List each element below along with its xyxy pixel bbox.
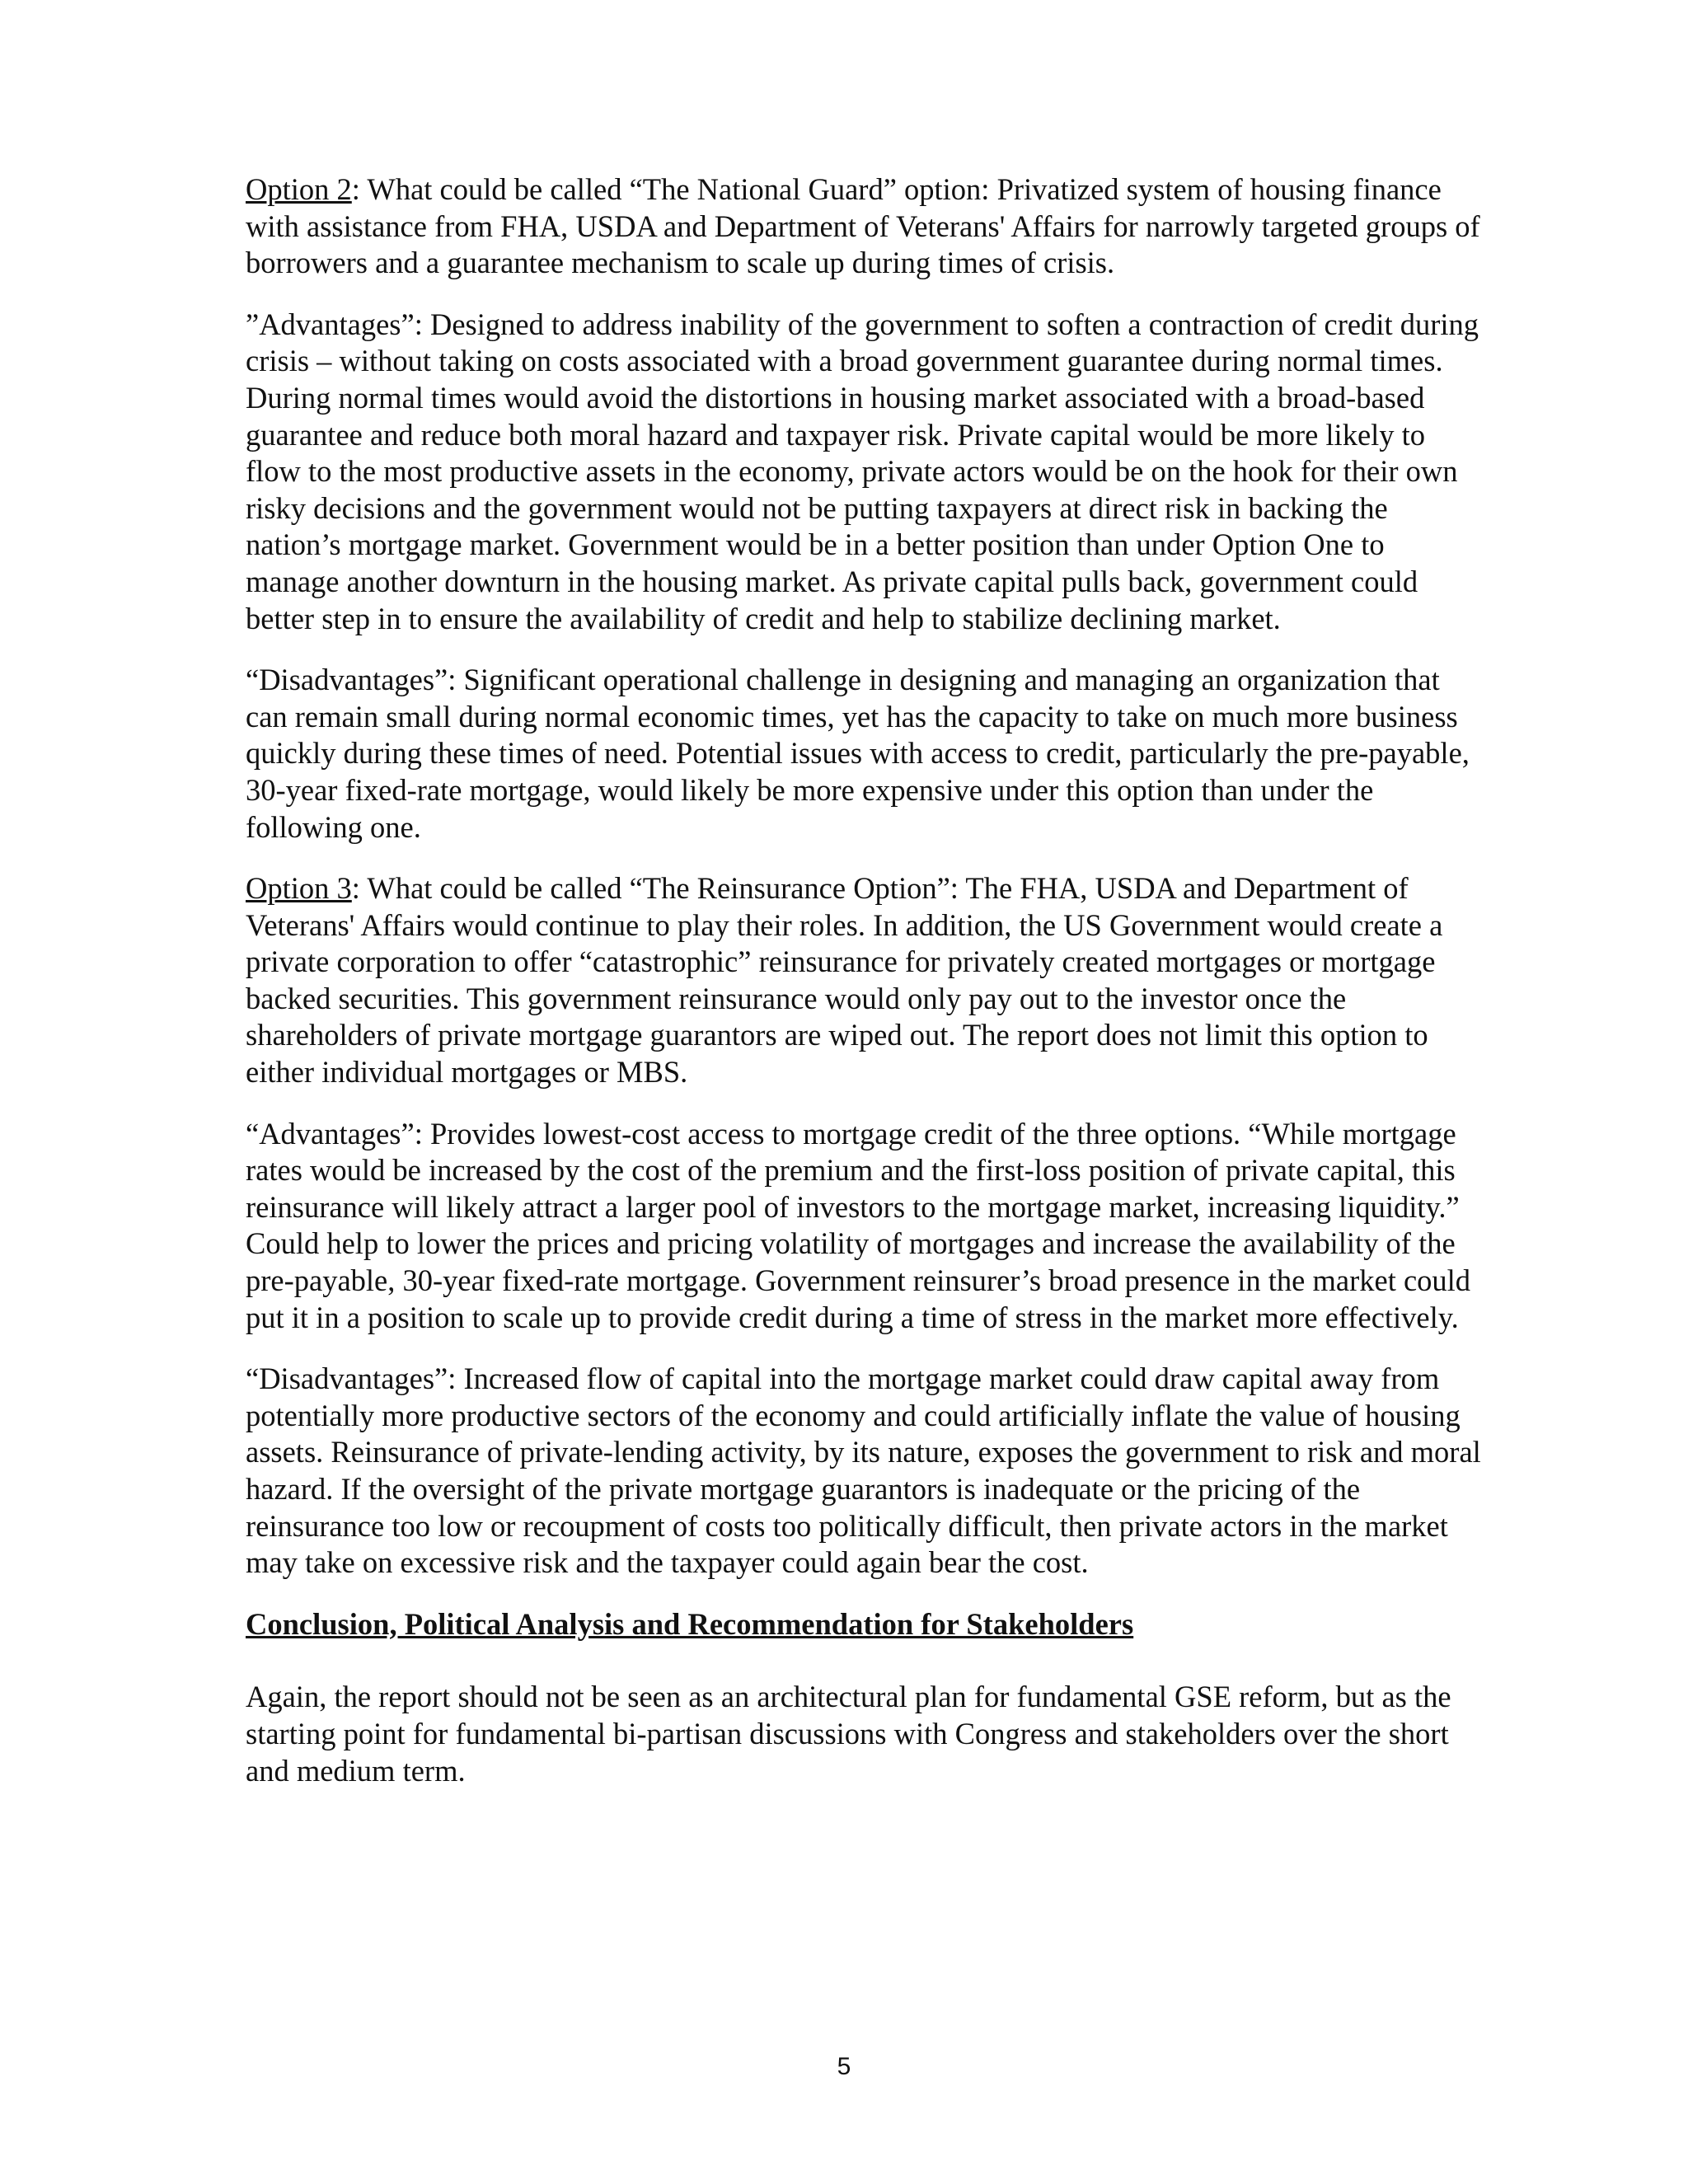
option-2-label: Option 2 [246, 172, 352, 206]
option-3-label: Option 3 [246, 871, 352, 906]
option-2-paragraph [246, 171, 1482, 282]
option-3-paragraph [246, 870, 1482, 1091]
conclusion-paragraph: Again, the report should not be seen as an architectural plan for fundamental GSE reform, but as the starting point for fundamental bi-partisan discussions with Congress and stakeholders over the short and medium term. [246, 1680, 1451, 1788]
page-body [246, 171, 1482, 1814]
option-3-advantages-paragraph: “Advantages”: Provides lowest-cost access to mortgage credit of the three options. “While mortgage rates would be increased by the cost of the premium and the first-loss position of private capital, this reinsurance will likely attract a larger pool of investors to the mortgage market, increasing liquidity.” Could help to lower the prices and pricing volatility of mortgages and increase the availability of the pre-payable, 30-year fixed-rate mortgage. Government reinsurer’s broad presence in the market could put it in a position to scale up to provide credit during a time of stress in the market more effectively. [246, 1116, 1471, 1334]
option-2-disadvantages-paragraph: “Disadvantages”: Significant operational challenge in designing and managing an organization that can remain small during normal economic times, yet has the capacity to take on much more business quickly during these times of need. Potential issues with access to credit, particularly the pre-payable, 30-year fixed-rate mortgage, would likely be more expensive under this option than under the following one. [246, 663, 1470, 844]
page-number: 5 [837, 2053, 851, 2080]
conclusion-heading: Conclusion, Political Analysis and Recommendation for Stakeholders [246, 1606, 1134, 1641]
option-3-text: : What could be called “The Reinsurance Option”: The FHA, USDA and Department of Veterans' Affairs would continue to play their roles. In addition, the US Government would create a private corporation to offer “catastrophic” reinsurance for privately created mortgages or mortgage backed securities. This government reinsurance would only pay out to the investor once the shareholders of private mortgage guarantors are wiped out. The report does not limit this option to either individual mortgages or MBS. [246, 871, 1443, 1090]
option-3-disadvantages-paragraph: “Disadvantages”: Increased flow of capital into the mortgage market could draw capital away from potentially more productive sectors of the economy and could artificially inflate the value of housing assets. Reinsurance of private-lending activity, by its nature, exposes the government to risk and moral hazard. If the oversight of the private mortgage guarantors is inadequate or the pricing of the reinsurance too low or recoupment of costs too politically difficult, then private actors in the market may take on excessive risk and the taxpayer could again bear the cost. [246, 1361, 1481, 1580]
option-2-advantages-paragraph: ”Advantages”: Designed to address inability of the government to soften a contraction of credit during crisis – without taking on costs associated with a broad government guarantee during normal times. During normal times would avoid the distortions in housing market associated with a broad-based guarantee and reduce both moral hazard and taxpayer risk. Private capital would be more likely to flow to the most productive assets in the economy, private actors would be on the hook for their own risky decisions and the government would not be putting taxpayers at direct risk in backing the nation’s mortgage market. Government would be in a better position than under Option One to manage another downturn in the housing market. As private capital pulls back, government could better step in to ensure the availability of credit and help to stabilize declining market. [246, 307, 1479, 635]
option-2-text: : What could be called “The National Guard” option: Privatized system of housing finance with assistance from FHA, USDA and Department of Veterans' Affairs for narrowly targeted groups of borrowers and a guarantee mechanism to scale up during times of crisis. [246, 172, 1480, 280]
